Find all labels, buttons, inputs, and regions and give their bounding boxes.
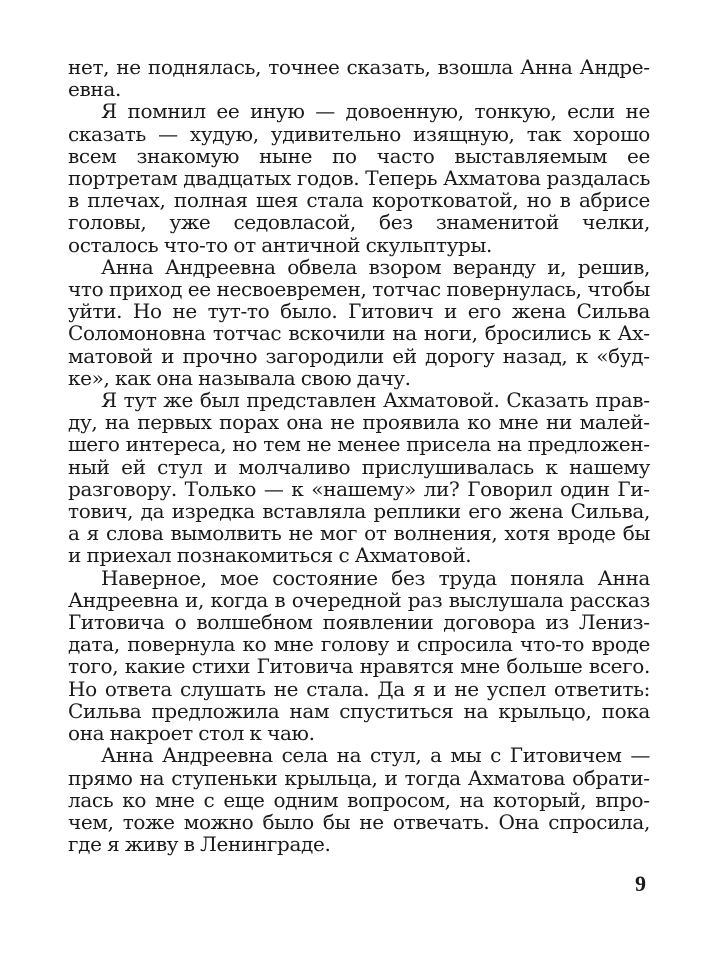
- paragraph: Наверное, мое состояние без труда поняла Анна Андреевна и, когда в очередной раз выслушала рассказ Гитовича о волшебном появлении договора из Лениздата, повернула ко мне голову и спросила что-то вроде того, какие стихи Гитовича нравятся мне больше всего. Но ответа слушать не стала. Да я и не успел ответить: Сильва предложила нам спуститься на крыльцо, пока она накроет стол к чаю.: [68, 565, 650, 746]
- page-number: 9: [635, 871, 646, 896]
- paragraph: Анна Андреевна села на стул, а мы с Гитовичем — прямо на ступеньки крыльца, и тогда Ахматова обратилась ко мне с еще одним вопросом, на который, впрочем, тоже можно было бы не отвечать. Она спросила, где я живу в Ленинграде.: [68, 743, 650, 857]
- paragraph-continued: нет, не поднялась, точнее сказать, взошла Анна Андреевна.: [68, 55, 650, 102]
- paragraph: Я помнил ее иную — довоенную, тонкую, если не сказать — худую, удивительно изящную, так хорошо всем знакомую ныне по часто выставляемым ее портретам двадцатых годов. Теперь Ахматова раздалась в плечах, полная шея стала коротковатой, но в абрисе головы, уже седовласой, без знаменитой челки, осталось что-то от античной скульптуры.: [68, 99, 650, 257]
- paragraph: Анна Андреевна обвела взором веранду и, решив, что приход ее несвоевремен, тотчас повернулась, чтобы уйти. Но не тут-то было. Гитович и его жена Сильва Соломоновна тотчас вскочили на ноги, бросились к Ахматовой и прочно загородили ей дорогу назад, к «будке», как она называла свою дачу.: [68, 254, 650, 390]
- book-page-text: [68, 56, 650, 855]
- paragraph: Я тут же был представлен Ахматовой. Сказать правду, на первых порах она не проявила ко мне ни малейшего интереса, но тем не менее присела на предложенный ей стул и молчаливо прислушивалась к нашему разговору. Только — к «нашему» ли? Говорил один Гитович, да изредка вставляла реплики его жена Сильва, а я слова вымолвить не мог от волнения, хотя вроде бы и приехал познакомиться с Ахматовой.: [68, 388, 650, 568]
